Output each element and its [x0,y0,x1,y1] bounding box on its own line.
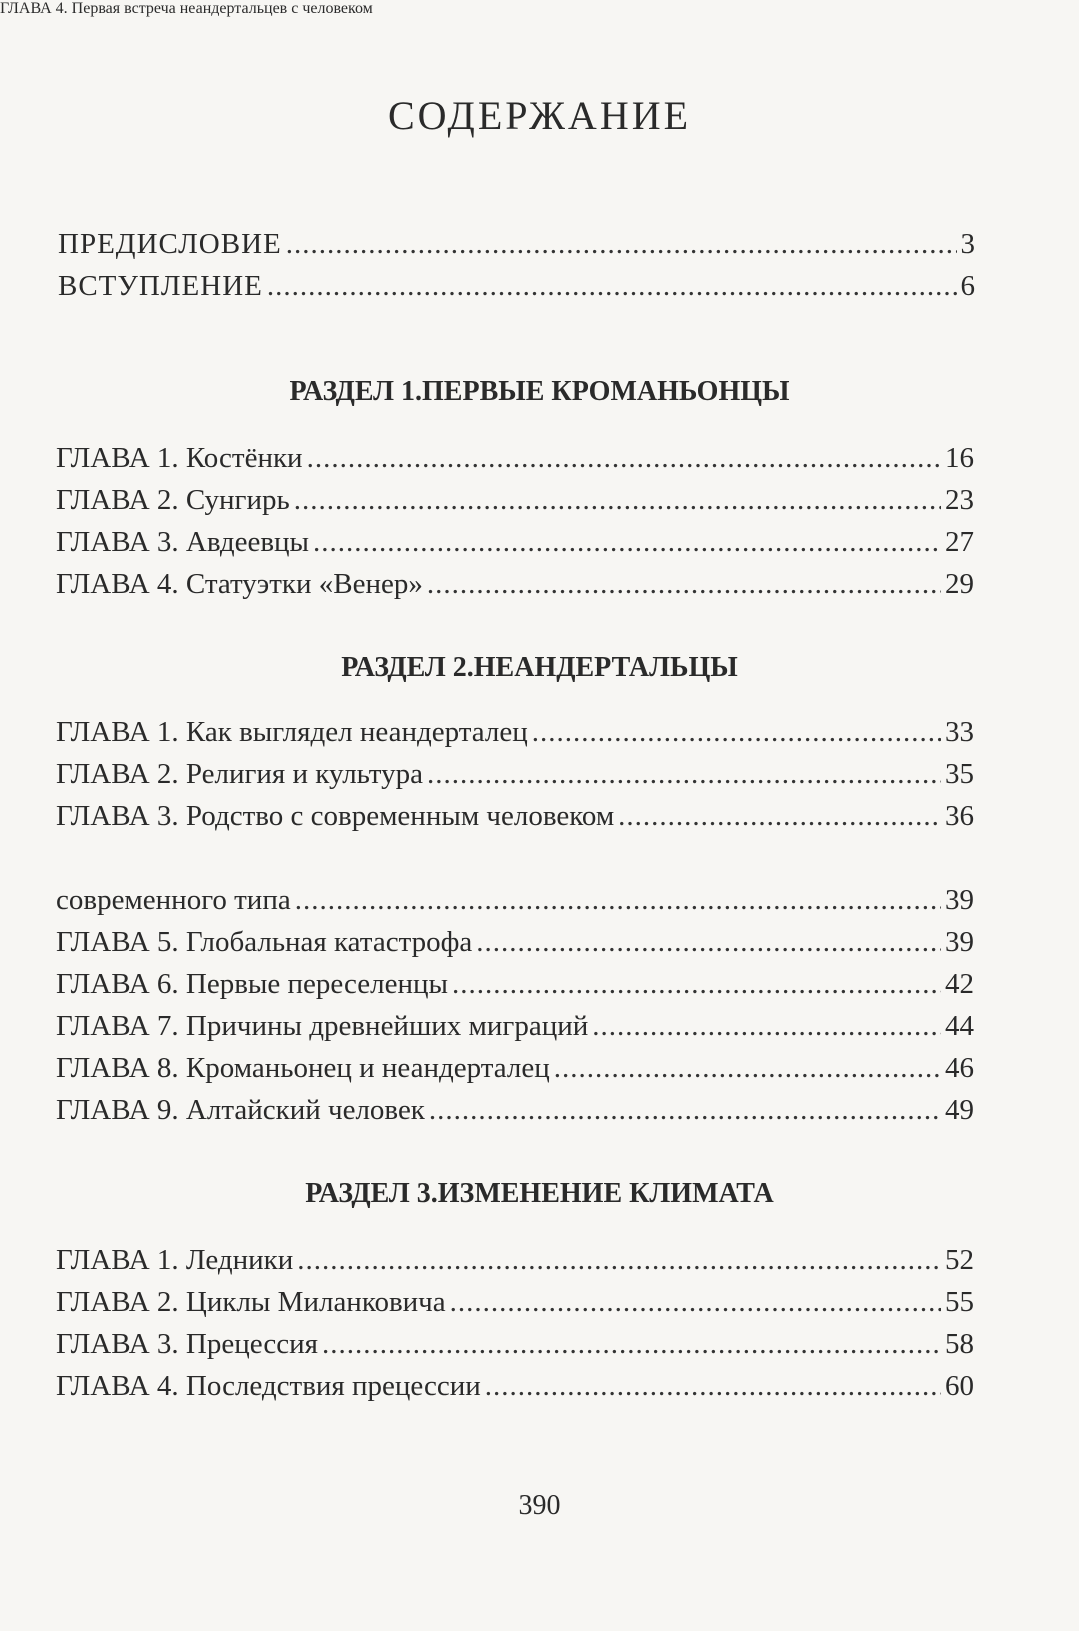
toc-entry-label: ГЛАВА 1. Ледники [56,1244,294,1276]
section-heading-2: РАЗДЕЛ 2.НЕАНДЕРТАЛЬЦЫ [341,652,738,683]
toc-entry [56,440,974,476]
toc-entry-page: 16 [945,442,974,474]
dot-leader [618,798,941,834]
toc-entry-label: ГЛАВА 4. Последствия прецессии [56,1370,481,1402]
toc-entry-preface [58,226,976,262]
toc-entry-label: ГЛАВА 4. Статуэтки «Венер» [56,568,423,600]
dot-leader [297,1242,941,1278]
toc-entry [56,924,974,960]
toc-entry [56,1050,974,1086]
toc-entry-page: 44 [945,1010,974,1042]
toc-entry [56,1008,974,1044]
toc-entry-label: ГЛАВА 9. Алтайский человек [56,1094,425,1126]
dot-leader [592,1008,941,1044]
toc-entry-page: 6 [960,270,976,302]
toc-entry [56,798,974,834]
toc-entry [56,756,974,792]
toc-entry-page: 29 [945,568,974,600]
dot-leader [532,714,941,750]
dot-leader [307,440,941,476]
toc-entry-page: 49 [945,1094,974,1126]
dot-leader [294,482,941,518]
toc-entry-page: 46 [945,1052,974,1084]
dot-leader [286,226,957,262]
toc-entry-introduction [58,268,976,304]
toc-entry-page: 33 [945,716,974,748]
dot-leader [322,1326,941,1362]
toc-entry-label: ГЛАВА 6. Первые переселенцы [56,968,448,1000]
toc-entry-page: 39 [945,926,974,958]
dot-leader [452,966,941,1002]
toc-entry-page: 3 [960,228,976,260]
toc-entry-page: 23 [945,484,974,516]
toc-entry [56,566,974,602]
toc-entry-page: 60 [945,1370,974,1402]
toc-entry-label-line1: ГЛАВА 4. Первая встреча неандертальцев с человеком [0,0,373,17]
toc-entry [56,714,974,750]
toc-entry [56,1242,974,1278]
toc-entry-page: 27 [945,526,974,558]
toc-entry-label: ГЛАВА 3. Авдеевцы [56,526,310,558]
toc-entry-label: ГЛАВА 2. Религия и культура [56,758,423,790]
section-heading-3: РАЗДЕЛ 3.ИЗМЕНЕНИЕ КЛИМАТА [305,1178,774,1209]
toc-entry-page: 35 [945,758,974,790]
toc-entry-label: ВСТУПЛЕНИЕ [58,270,263,302]
toc-entry-label: ГЛАВА 8. Кроманьонец и неандерталец [56,1052,550,1084]
dot-leader [313,524,941,560]
toc-entry-page: 36 [945,800,974,832]
toc-entry-label: ГЛАВА 2. Циклы Миланковича [56,1286,446,1318]
toc-entry-label: ГЛАВА 1. Костёнки [56,442,303,474]
toc-entry-page: 58 [945,1328,974,1360]
toc-entry-label: ГЛАВА 1. Как выглядел неандерталец [56,716,528,748]
toc-entry [56,524,974,560]
toc-entry-page: 55 [945,1286,974,1318]
dot-leader [554,1050,941,1086]
dot-leader [295,882,941,918]
toc-entry [56,882,974,918]
toc-entry [56,1326,974,1362]
dot-leader [429,1092,941,1128]
dot-leader [476,924,941,960]
toc-entry-label: ГЛАВА 7. Причины древнейших миграций [56,1010,589,1042]
toc-entry-label: ПРЕДИСЛОВИЕ [58,228,282,260]
toc-entry-page: 52 [945,1244,974,1276]
toc-entry-label: ГЛАВА 2. Сунгирь [56,484,290,516]
toc-entry-label: ГЛАВА 3. Родство с современным человеком [56,800,615,832]
toc-entry-label-line2: современного типа [56,884,291,916]
dot-leader [427,756,941,792]
toc-entry-label: ГЛАВА 3. Прецессия [56,1328,318,1360]
dot-leader [450,1284,941,1320]
toc-entry [56,1092,974,1128]
page-title: СОДЕРЖАНИЕ [387,93,692,138]
page-number: 390 [518,1490,561,1521]
toc-entry [56,1368,974,1404]
dot-leader [267,268,957,304]
toc-entry [56,1284,974,1320]
toc-entry [56,482,974,518]
toc-entry-page: 39 [945,884,974,916]
toc-entry-label: ГЛАВА 5. Глобальная катастрофа [56,926,473,958]
toc-entry [56,966,974,1002]
toc-entry-page: 42 [945,968,974,1000]
dot-leader [427,566,941,602]
dot-leader [485,1368,941,1404]
section-heading-1: РАЗДЕЛ 1.ПЕРВЫЕ КРОМАНЬОНЦЫ [289,376,790,407]
